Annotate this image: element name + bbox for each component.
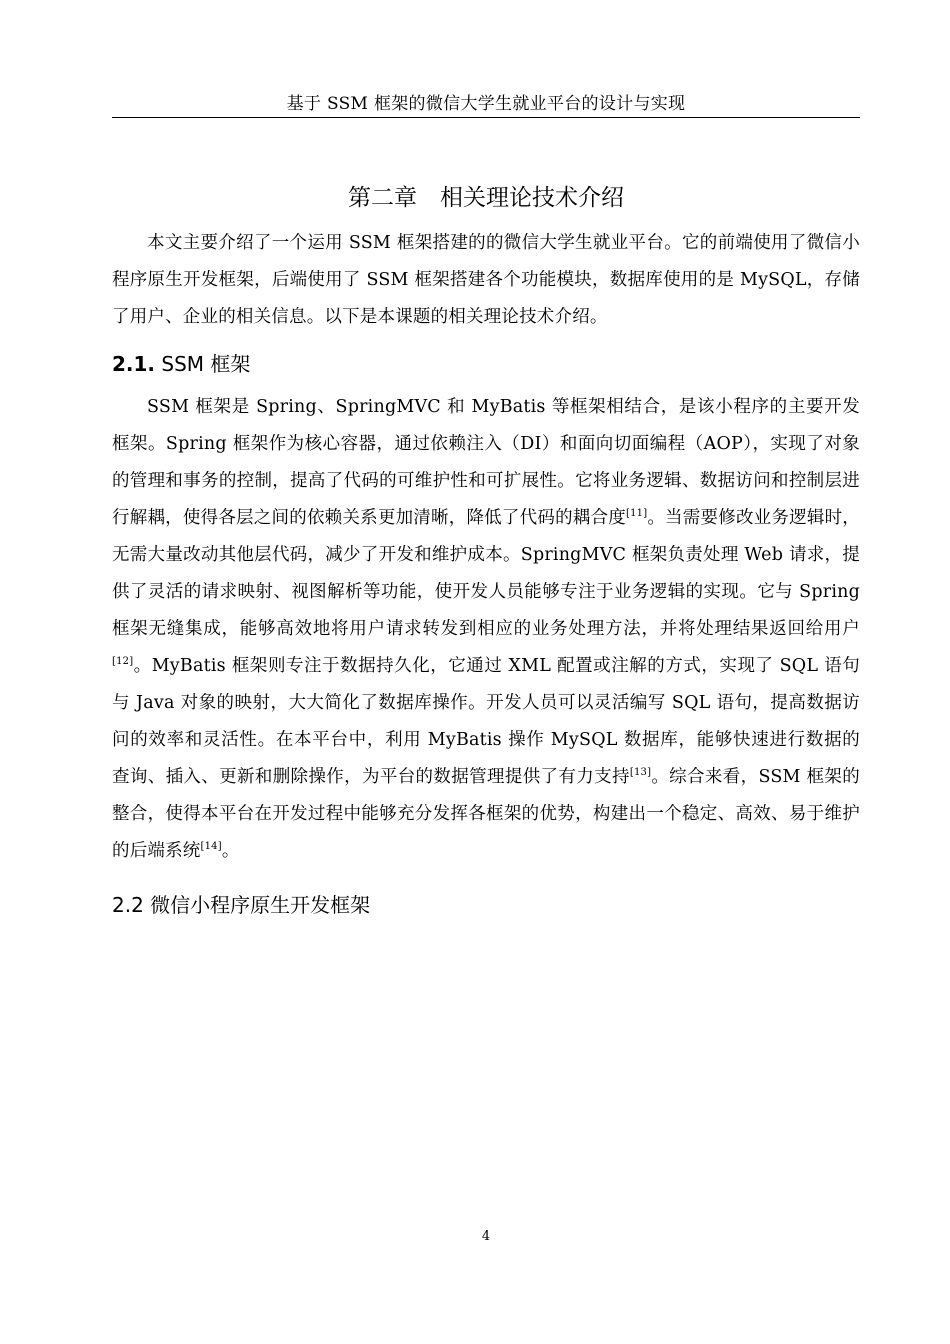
running-header: 基于 SSM 框架的微信大学生就业平台的设计与实现 (286, 94, 686, 114)
ssm-text-seg4: 。综合来看，SSM 框架的整合，使得本平台在开发过程中能够充分发挥各框架的优势，构建出一个稳定、高效、易于维护的后端系统 (112, 767, 860, 861)
citation-14: [14] (200, 841, 222, 853)
page-number: 4 (481, 1229, 491, 1244)
citation-12: [12] (112, 656, 134, 668)
section-heading-2-2: 2.2 微信小程序原生开发框架 (112, 893, 371, 917)
ssm-text-seg5: 。 (221, 841, 240, 861)
section-number: 2.1. (112, 352, 156, 376)
chapter-title: 第二章 相关理论技术介绍 (348, 185, 624, 211)
section-heading-2-1 (112, 350, 860, 378)
citation-13: [13] (629, 767, 652, 779)
ssm-text-seg2: 。当需要修改业务逻辑时，无需大量改动其他层代码，减少了开发和维护成本。SpringMVC 框架负责处理 Web 请求，提供了灵活的请求映射、视图解析等功能，使开发人员能够专注于业务逻辑的实现。它与 Spring 框架无缝集成，能够高效地将用户请求转发到相应的业务处理方法，并将处理结果返回给用户 (112, 508, 860, 639)
ssm-text-seg3: 。MyBatis 框架则专注于数据持久化，它通过 XML 配置或注解的方式，实现了 SQL 语句与 Java 对象的映射，大大简化了数据库操作。开发人员可以灵活编写 SQL 语句，提高数据访问的效率和灵活性。在本平台中，利用 MyBatis 操作 MySQL 数据库，能够快速进行数据的查询、插入、更新和删除操作，为平台的数据管理提供了有力支持 (112, 656, 860, 787)
ssm-paragraph (112, 389, 860, 870)
header-rule (112, 117, 860, 118)
intro-paragraph: 本文主要介绍了一个运用 SSM 框架搭建的的微信大学生就业平台。它的前端使用了微信小程序原生开发框架，后端使用了 SSM 框架搭建各个功能模块，数据库使用的是 MySQL，存储了用户、企业的相关信息。以下是本课题的相关理论技术介绍。 (112, 233, 860, 327)
ssm-text-seg1: SSM 框架是 Spring、SpringMVC 和 MyBatis 等框架相结合，是该小程序的主要开发框架。Spring 框架作为核心容器，通过依赖注入（DI）和面向切面编程（AOP），实现了对象的管理和事务的控制，提高了代码的可维护性和可扩展性。它将业务逻辑、数据访问和控制层进行解耦，使得各层之间的依赖关系更加清晰，降低了代码的耦合度 (112, 397, 860, 528)
section-title: SSM 框架 (155, 352, 251, 376)
citation-11: [11] (625, 508, 648, 520)
